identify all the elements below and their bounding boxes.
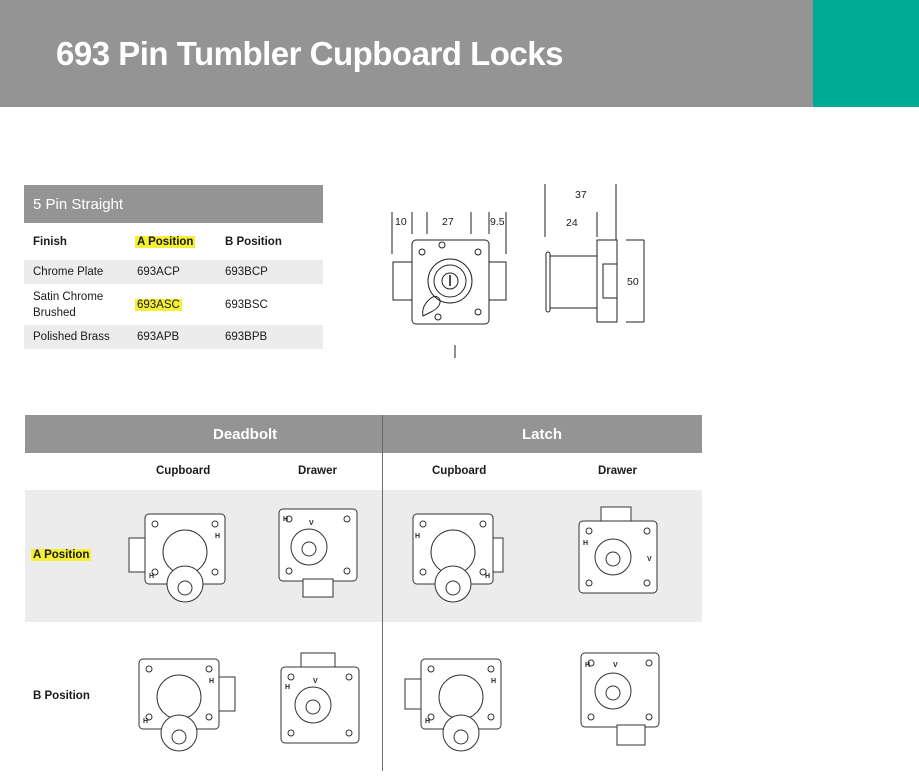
column-header-b-position: B Position — [225, 235, 282, 248]
lock-mark-v: V — [313, 678, 318, 685]
lock-latch-cupboard-b — [403, 655, 508, 755]
a-position-code: 693APB — [137, 331, 180, 343]
group-label-deadbolt: Deadbolt — [213, 426, 278, 443]
column-header-finish: Finish — [33, 235, 67, 248]
lock-deadbolt-drawer-a — [275, 507, 365, 602]
finish-name: Polished Brass — [33, 331, 110, 343]
lock-mark-h: H — [415, 533, 421, 540]
dimension-drawing — [385, 182, 655, 362]
finish-table — [24, 185, 323, 349]
finish-name: Satin Chrome Brushed — [33, 290, 104, 319]
dimension-label-front-left: 10 — [395, 216, 407, 228]
lock-latch-drawer-b — [577, 651, 667, 751]
subhead-latch-cupboard: Cupboard — [432, 465, 487, 477]
lock-mark-h: H — [425, 718, 431, 725]
lock-latch-drawer-a — [575, 505, 665, 600]
a-position-code: 693ASC — [137, 298, 180, 311]
variant-grid — [25, 415, 702, 771]
grid-divider — [382, 415, 383, 771]
header-accent-block — [813, 0, 919, 107]
table-row — [24, 284, 323, 325]
subhead-deadbolt-cupboard: Cupboard — [156, 465, 211, 477]
finish-table-title: 5 Pin Straight — [24, 185, 323, 223]
lock-mark-h: H — [583, 540, 589, 547]
lock-latch-cupboard-a — [407, 510, 507, 605]
dimension-label-front-middle: 27 — [442, 216, 454, 228]
a-position-code: 693ACP — [137, 266, 180, 278]
b-position-code: 693BCP — [225, 266, 268, 278]
lock-mark-v: V — [647, 556, 652, 563]
lock-mark-h: H — [283, 516, 289, 523]
lock-mark-h: H — [215, 533, 221, 540]
row-label-b-position: B Position — [33, 690, 90, 702]
dimension-label-side-height: 50 — [627, 276, 639, 288]
group-label-latch: Latch — [522, 426, 563, 443]
b-position-code: 693BPB — [225, 331, 268, 343]
subhead-deadbolt-drawer: Drawer — [298, 465, 337, 477]
lock-mark-h: H — [149, 573, 155, 580]
lock-deadbolt-cupboard-b — [133, 655, 238, 755]
page-title: 693 Pin Tumbler Cupboard Locks — [56, 35, 563, 72]
lock-mark-h: H — [209, 678, 215, 685]
row-label-a-position: A Position — [33, 549, 90, 561]
lock-mark-v: V — [309, 520, 314, 527]
b-position-code: 693BSC — [225, 298, 268, 311]
lock-mark-h: H — [485, 573, 491, 580]
lock-deadbolt-cupboard-a — [127, 510, 227, 605]
subhead-latch-drawer: Drawer — [598, 465, 637, 477]
lock-mark-h: H — [285, 684, 291, 691]
table-row — [24, 260, 323, 284]
lock-mark-h: H — [585, 662, 591, 669]
lock-deadbolt-drawer-b — [277, 651, 367, 751]
table-row — [24, 325, 323, 349]
finish-name: Chrome Plate — [33, 266, 104, 278]
column-header-a-position: A Position — [137, 235, 194, 248]
dimension-label-side-total: 37 — [575, 189, 587, 201]
dimension-label-side-body: 24 — [566, 217, 578, 229]
grid-header — [25, 415, 702, 453]
lock-mark-h: H — [491, 678, 497, 685]
lock-mark-h: H — [143, 718, 149, 725]
lock-mark-v: V — [613, 662, 618, 669]
finish-table-header — [24, 223, 323, 260]
dimension-label-front-right: 9.5 — [490, 216, 505, 228]
